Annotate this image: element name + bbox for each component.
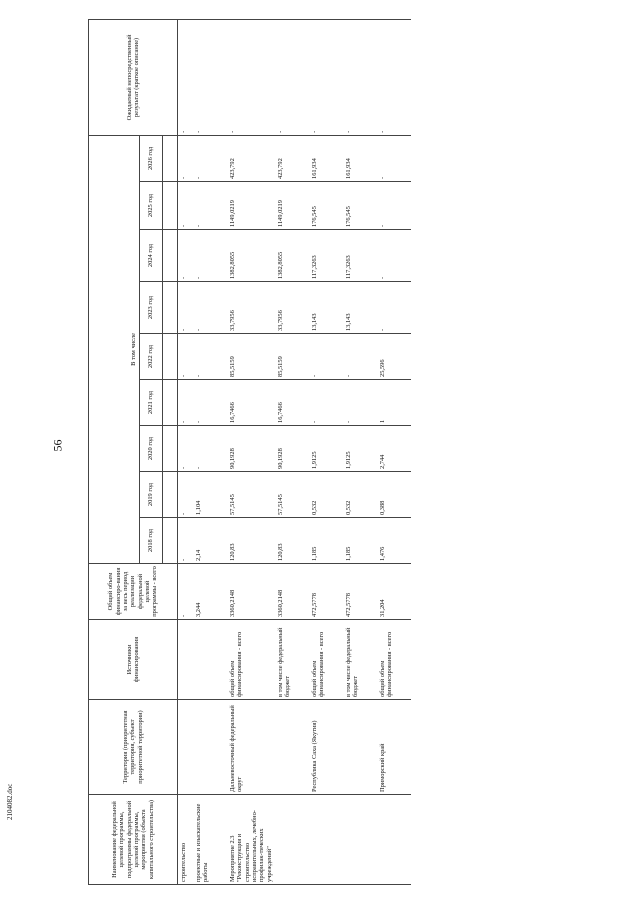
cell-year: - [178,472,194,518]
cell-year: - [178,518,194,564]
cell-year: 16,7466 [275,380,309,426]
cell-year: 0,388 [377,472,411,518]
table-row [343,19,377,884]
cell-territory [343,700,377,795]
cell-total: 31,204 [377,564,411,620]
cell-year: 1,185 [309,518,343,564]
cell-year: - [178,282,194,334]
cell-year: 120,83 [275,518,309,564]
table-row [193,19,227,884]
header-total: Общий объем финансиро-вания за весь период реализации федеральной целевой программы - всего [89,564,178,620]
cell-result: - [178,19,194,135]
cell-total: 3360,2148 [227,564,275,620]
header-year: 2023 год [140,282,163,334]
cell-name [343,795,377,885]
cell-territory [193,700,227,795]
cell-year: - [343,380,377,426]
cell-year: 120,83 [227,518,275,564]
cell-year: - [178,426,194,472]
cell-year: - [193,426,227,472]
cell-source [193,620,227,700]
header-year: 2022 год [140,334,163,380]
cell-year: 1149,0219 [275,182,309,230]
cell-year: 117,3263 [309,230,343,282]
header-year: 2019 год [140,472,163,518]
cell-source: в том числе федеральный бюджет [343,620,377,700]
cell-year: 13,143 [309,282,343,334]
cell-name [309,795,343,885]
header-including: В том числе [89,135,140,563]
cell-territory: Республика Саха (Якутия) [309,700,343,795]
cell-total: 3,244 [193,564,227,620]
cell-year: 90,1928 [227,426,275,472]
header-result: Ожидаемый непосредственный результат (краткое описание) [89,19,178,135]
cell-name: Мероприятие 2.3 "Реконструкция и строительство исправительных, лечебно-профилак-тических учреждений" [227,795,309,885]
cell-year: 0,532 [343,472,377,518]
cell-year: - [193,282,227,334]
cell-year: 16,7466 [227,380,275,426]
cell-year: 176,545 [309,182,343,230]
table-row [377,19,411,884]
cell-year: 57,5145 [275,472,309,518]
cell-source: в том числе федеральный бюджет [275,620,309,700]
cell-name [377,795,411,885]
cell-source: общий объем финансирования - всего [377,620,411,700]
cell-year: - [377,282,411,334]
cell-year: - [178,380,194,426]
cell-year: 161,934 [343,135,377,181]
table-row [227,19,275,884]
cell-year: 0,532 [309,472,343,518]
header-year: 2026 год [140,135,163,181]
cell-source [178,620,194,700]
cell-year: 1,9125 [343,426,377,472]
cell-year: - [178,182,194,230]
cell-source: общий объем финансирования - всего [227,620,275,700]
cell-year: 33,7956 [275,282,309,334]
cell-year: 2,14 [193,518,227,564]
cell-year: 423,792 [227,135,275,181]
header-territory: Территория (приоритетная территория, субъект приоритетной территории) [89,700,178,795]
cell-year: - [193,135,227,181]
cell-territory: Дальневосточный федеральный округ [227,700,275,795]
cell-year: - [309,334,343,380]
header-year: 2020 год [140,426,163,472]
cell-year: 85,5159 [275,334,309,380]
cell-year: 161,934 [309,135,343,181]
header-name: Наименование федеральной целевой программы, подпрограммы федеральной целевой программы, мероприятия (объекта капитального строительства) [89,795,178,885]
cell-year: - [178,135,194,181]
financing-table [88,19,411,885]
header-year: 2018 год [140,518,163,564]
cell-year: - [178,230,194,282]
cell-result: - [343,19,377,135]
cell-year: - [309,380,343,426]
cell-year: 1,9125 [309,426,343,472]
cell-territory [178,700,194,795]
header-year: 2025 год [140,182,163,230]
cell-year: 2,744 [377,426,411,472]
header-year: 2021 год [140,380,163,426]
cell-result: - [227,19,275,135]
rotated-table-region [88,10,608,895]
table-row [309,19,343,884]
cell-year: 1382,8055 [227,230,275,282]
table-row [275,19,309,884]
cell-year: - [377,230,411,282]
cell-year: - [377,135,411,181]
cell-territory: Приморский край [377,700,411,795]
cell-result: - [275,19,309,135]
cell-year: 1 [377,380,411,426]
cell-year: 117,3263 [343,230,377,282]
cell-source: общий объем финансирования - всего [309,620,343,700]
cell-total: 3360,2148 [275,564,309,620]
cell-year: 57,5145 [227,472,275,518]
cell-year: - [193,334,227,380]
cell-year: 33,7956 [227,282,275,334]
cell-name: проектные и изыскательские работы [193,795,227,885]
cell-total: 472,5778 [309,564,343,620]
cell-year: 423,792 [275,135,309,181]
cell-result: - [309,19,343,135]
table-row [178,19,194,884]
cell-year: - [343,334,377,380]
cell-year: - [193,182,227,230]
cell-year: - [193,380,227,426]
header-year: 2024 год [140,230,163,282]
cell-year: - [178,334,194,380]
cell-total: 472,5778 [343,564,377,620]
cell-year: 25,596 [377,334,411,380]
cell-year: 13,143 [343,282,377,334]
cell-total: - [178,564,194,620]
cell-year: 90,1928 [275,426,309,472]
header-sources: Источники финансирования [89,620,178,700]
cell-year: 1382,8055 [275,230,309,282]
cell-year: 1,185 [343,518,377,564]
cell-year: - [193,230,227,282]
cell-result: - [377,19,411,135]
cell-result: - [193,19,227,135]
cell-year: 1,476 [377,518,411,564]
cell-year: 1149,0219 [227,182,275,230]
cell-year: 176,545 [343,182,377,230]
footer-filename: 2104082.doc [6,783,14,820]
cell-territory [275,700,309,795]
cell-year: - [377,182,411,230]
page-number: 56 [50,439,65,452]
cell-year: 85,5159 [227,334,275,380]
cell-year: 1,104 [193,472,227,518]
cell-name: строительство [178,795,194,885]
